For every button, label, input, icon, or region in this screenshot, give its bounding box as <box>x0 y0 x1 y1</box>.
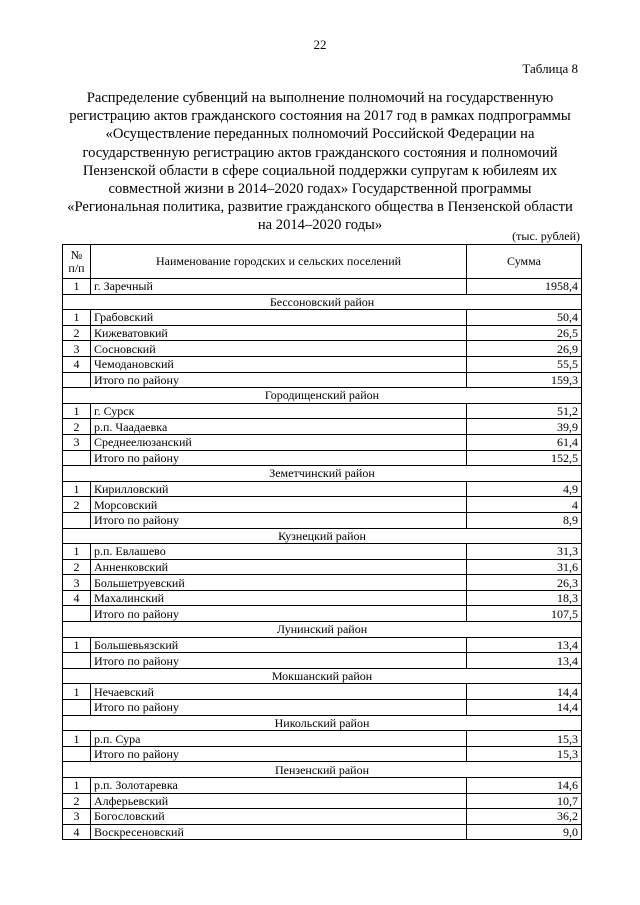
district-header-row <box>63 388 582 404</box>
row-number: 1 <box>63 310 91 326</box>
settlement-name: Сосновский <box>91 341 467 357</box>
table-row <box>63 575 582 591</box>
district-header-row <box>63 294 582 310</box>
district-name: Мокшанский район <box>63 668 582 684</box>
district-header-row <box>63 762 582 778</box>
settlement-name: Среднеелюзанский <box>91 434 467 450</box>
district-header-row <box>63 528 582 544</box>
settlement-name: Чемодановский <box>91 356 467 372</box>
district-total-row <box>63 746 582 762</box>
district-total-row <box>63 372 582 388</box>
settlement-name: Итого по району <box>91 512 467 528</box>
district-name: Лунинский район <box>63 622 582 638</box>
header-num-line1: № <box>70 247 83 262</box>
header-num-line2: п/п <box>68 260 85 275</box>
table-row <box>63 637 582 653</box>
district-header-row <box>63 466 582 482</box>
sum-value: 26,5 <box>467 325 582 341</box>
district-header-row <box>63 715 582 731</box>
table-header-row <box>63 245 582 279</box>
sum-value: 159,3 <box>467 372 582 388</box>
row-number: 2 <box>63 793 91 809</box>
row-number: 3 <box>63 434 91 450</box>
table-row <box>63 279 582 295</box>
table-row <box>63 497 582 513</box>
row-number: 1 <box>63 684 91 700</box>
table-row <box>63 559 582 575</box>
table-row <box>63 590 582 606</box>
settlement-name: Итого по району <box>91 606 467 622</box>
settlement-name: г. Сурск <box>91 403 467 419</box>
sum-value: 61,4 <box>467 434 582 450</box>
row-number: 2 <box>63 559 91 575</box>
district-total-row <box>63 450 582 466</box>
row-number: 3 <box>63 809 91 825</box>
settlement-name: Кижеватовкий <box>91 325 467 341</box>
table-row <box>63 731 582 747</box>
settlement-name: р.п. Золотаревка <box>91 778 467 794</box>
sum-value: 36,2 <box>467 809 582 825</box>
sum-value: 13,4 <box>467 653 582 669</box>
district-total-row <box>63 606 582 622</box>
row-number: 2 <box>63 419 91 435</box>
table-row <box>63 434 582 450</box>
row-number: 1 <box>63 544 91 560</box>
settlement-name: Итого по району <box>91 372 467 388</box>
table-row <box>63 481 582 497</box>
row-number <box>63 700 91 716</box>
settlement-name: Итого по району <box>91 450 467 466</box>
header-sum: Сумма <box>467 245 582 279</box>
table-row <box>63 684 582 700</box>
sum-value: 26,3 <box>467 575 582 591</box>
row-number: 3 <box>63 575 91 591</box>
table-row <box>63 544 582 560</box>
settlement-name: Итого по району <box>91 746 467 762</box>
header-num <box>63 245 91 279</box>
district-total-row <box>63 512 582 528</box>
row-number: 4 <box>63 824 91 840</box>
table-row <box>63 419 582 435</box>
row-number <box>63 606 91 622</box>
settlement-name: Итого по району <box>91 700 467 716</box>
sum-value: 26,9 <box>467 341 582 357</box>
sum-value: 31,3 <box>467 544 582 560</box>
settlement-name: Махалинский <box>91 590 467 606</box>
sum-value: 14,4 <box>467 684 582 700</box>
settlement-name: Кирилловский <box>91 481 467 497</box>
row-number: 2 <box>63 497 91 513</box>
settlement-name: г. Заречный <box>91 279 467 295</box>
row-number: 4 <box>63 356 91 372</box>
sum-value: 50,4 <box>467 310 582 326</box>
row-number: 1 <box>63 637 91 653</box>
row-number <box>63 450 91 466</box>
row-number: 1 <box>63 731 91 747</box>
settlement-name: р.п. Евлашево <box>91 544 467 560</box>
subvention-table <box>62 244 582 840</box>
sum-value: 4 <box>467 497 582 513</box>
row-number: 1 <box>63 403 91 419</box>
sum-value: 18,3 <box>467 590 582 606</box>
sum-value: 4,9 <box>467 481 582 497</box>
sum-value: 15,3 <box>467 731 582 747</box>
row-number: 3 <box>63 341 91 357</box>
row-number: 1 <box>63 778 91 794</box>
table-row <box>63 403 582 419</box>
settlement-name: р.п. Сура <box>91 731 467 747</box>
settlement-name: Морсовский <box>91 497 467 513</box>
sum-value: 8,9 <box>467 512 582 528</box>
district-header-row <box>63 668 582 684</box>
table-row <box>63 793 582 809</box>
units-label: (тыс. рублей) <box>512 229 580 243</box>
table-row <box>63 809 582 825</box>
page-number: 22 <box>313 37 327 52</box>
sum-value: 14,4 <box>467 700 582 716</box>
table-row <box>63 341 582 357</box>
district-name: Городищенский район <box>63 388 582 404</box>
settlement-name: Воскресеновский <box>91 824 467 840</box>
district-total-row <box>63 700 582 716</box>
sum-value: 55,5 <box>467 356 582 372</box>
district-name: Земетчинский район <box>63 466 582 482</box>
row-number: 2 <box>63 325 91 341</box>
settlement-name: Алферьевский <box>91 793 467 809</box>
row-number <box>63 653 91 669</box>
sum-value: 31,6 <box>467 559 582 575</box>
settlement-name: Большевьязский <box>91 637 467 653</box>
table-row <box>63 824 582 840</box>
table-body <box>63 279 582 840</box>
row-number: 1 <box>63 279 91 295</box>
row-number <box>63 372 91 388</box>
sum-value: 152,5 <box>467 450 582 466</box>
sum-value: 15,3 <box>467 746 582 762</box>
header-name: Наименование городских и сельских поселений <box>91 245 467 279</box>
settlement-name: Анненковский <box>91 559 467 575</box>
table-label: Таблица 8 <box>522 61 578 76</box>
district-total-row <box>63 653 582 669</box>
district-name: Бессоновский район <box>63 294 582 310</box>
table-row <box>63 325 582 341</box>
settlement-name: Нечаевский <box>91 684 467 700</box>
settlement-name: Богословский <box>91 809 467 825</box>
district-name: Кузнецкий район <box>63 528 582 544</box>
settlement-name: Грабовский <box>91 310 467 326</box>
settlement-name: Итого по району <box>91 653 467 669</box>
settlement-name: Большетруевский <box>91 575 467 591</box>
sum-value: 1958,4 <box>467 279 582 295</box>
row-number: 1 <box>63 481 91 497</box>
settlement-name: р.п. Чаадаевка <box>91 419 467 435</box>
sum-value: 107,5 <box>467 606 582 622</box>
sum-value: 39,9 <box>467 419 582 435</box>
table-row <box>63 310 582 326</box>
table-row <box>63 778 582 794</box>
district-name: Пензенский район <box>63 762 582 778</box>
document-title: Распределение субвенций на выполнение полномочий на государственную регистрацию актов гражданского состояния на 2017 год в рамках подпрограммы «Осуществление переданных полномочий Российской Федерации на государственную регистрацию актов гражданского состояния и полномочий Пензенской области в сфере социальной поддержки супругам к юбилеям их совместной жизни в 2014–2020 годах» Государственной программы «Региональная политика, развитие гражданского общества в Пензенской области на 2014–2020 годы» <box>67 90 573 234</box>
district-header-row <box>63 622 582 638</box>
sum-value: 10,7 <box>467 793 582 809</box>
district-name: Никольский район <box>63 715 582 731</box>
sum-value: 13,4 <box>467 637 582 653</box>
sum-value: 14,6 <box>467 778 582 794</box>
row-number <box>63 746 91 762</box>
row-number <box>63 512 91 528</box>
sum-value: 51,2 <box>467 403 582 419</box>
row-number: 4 <box>63 590 91 606</box>
sum-value: 9,0 <box>467 824 582 840</box>
table-row <box>63 356 582 372</box>
